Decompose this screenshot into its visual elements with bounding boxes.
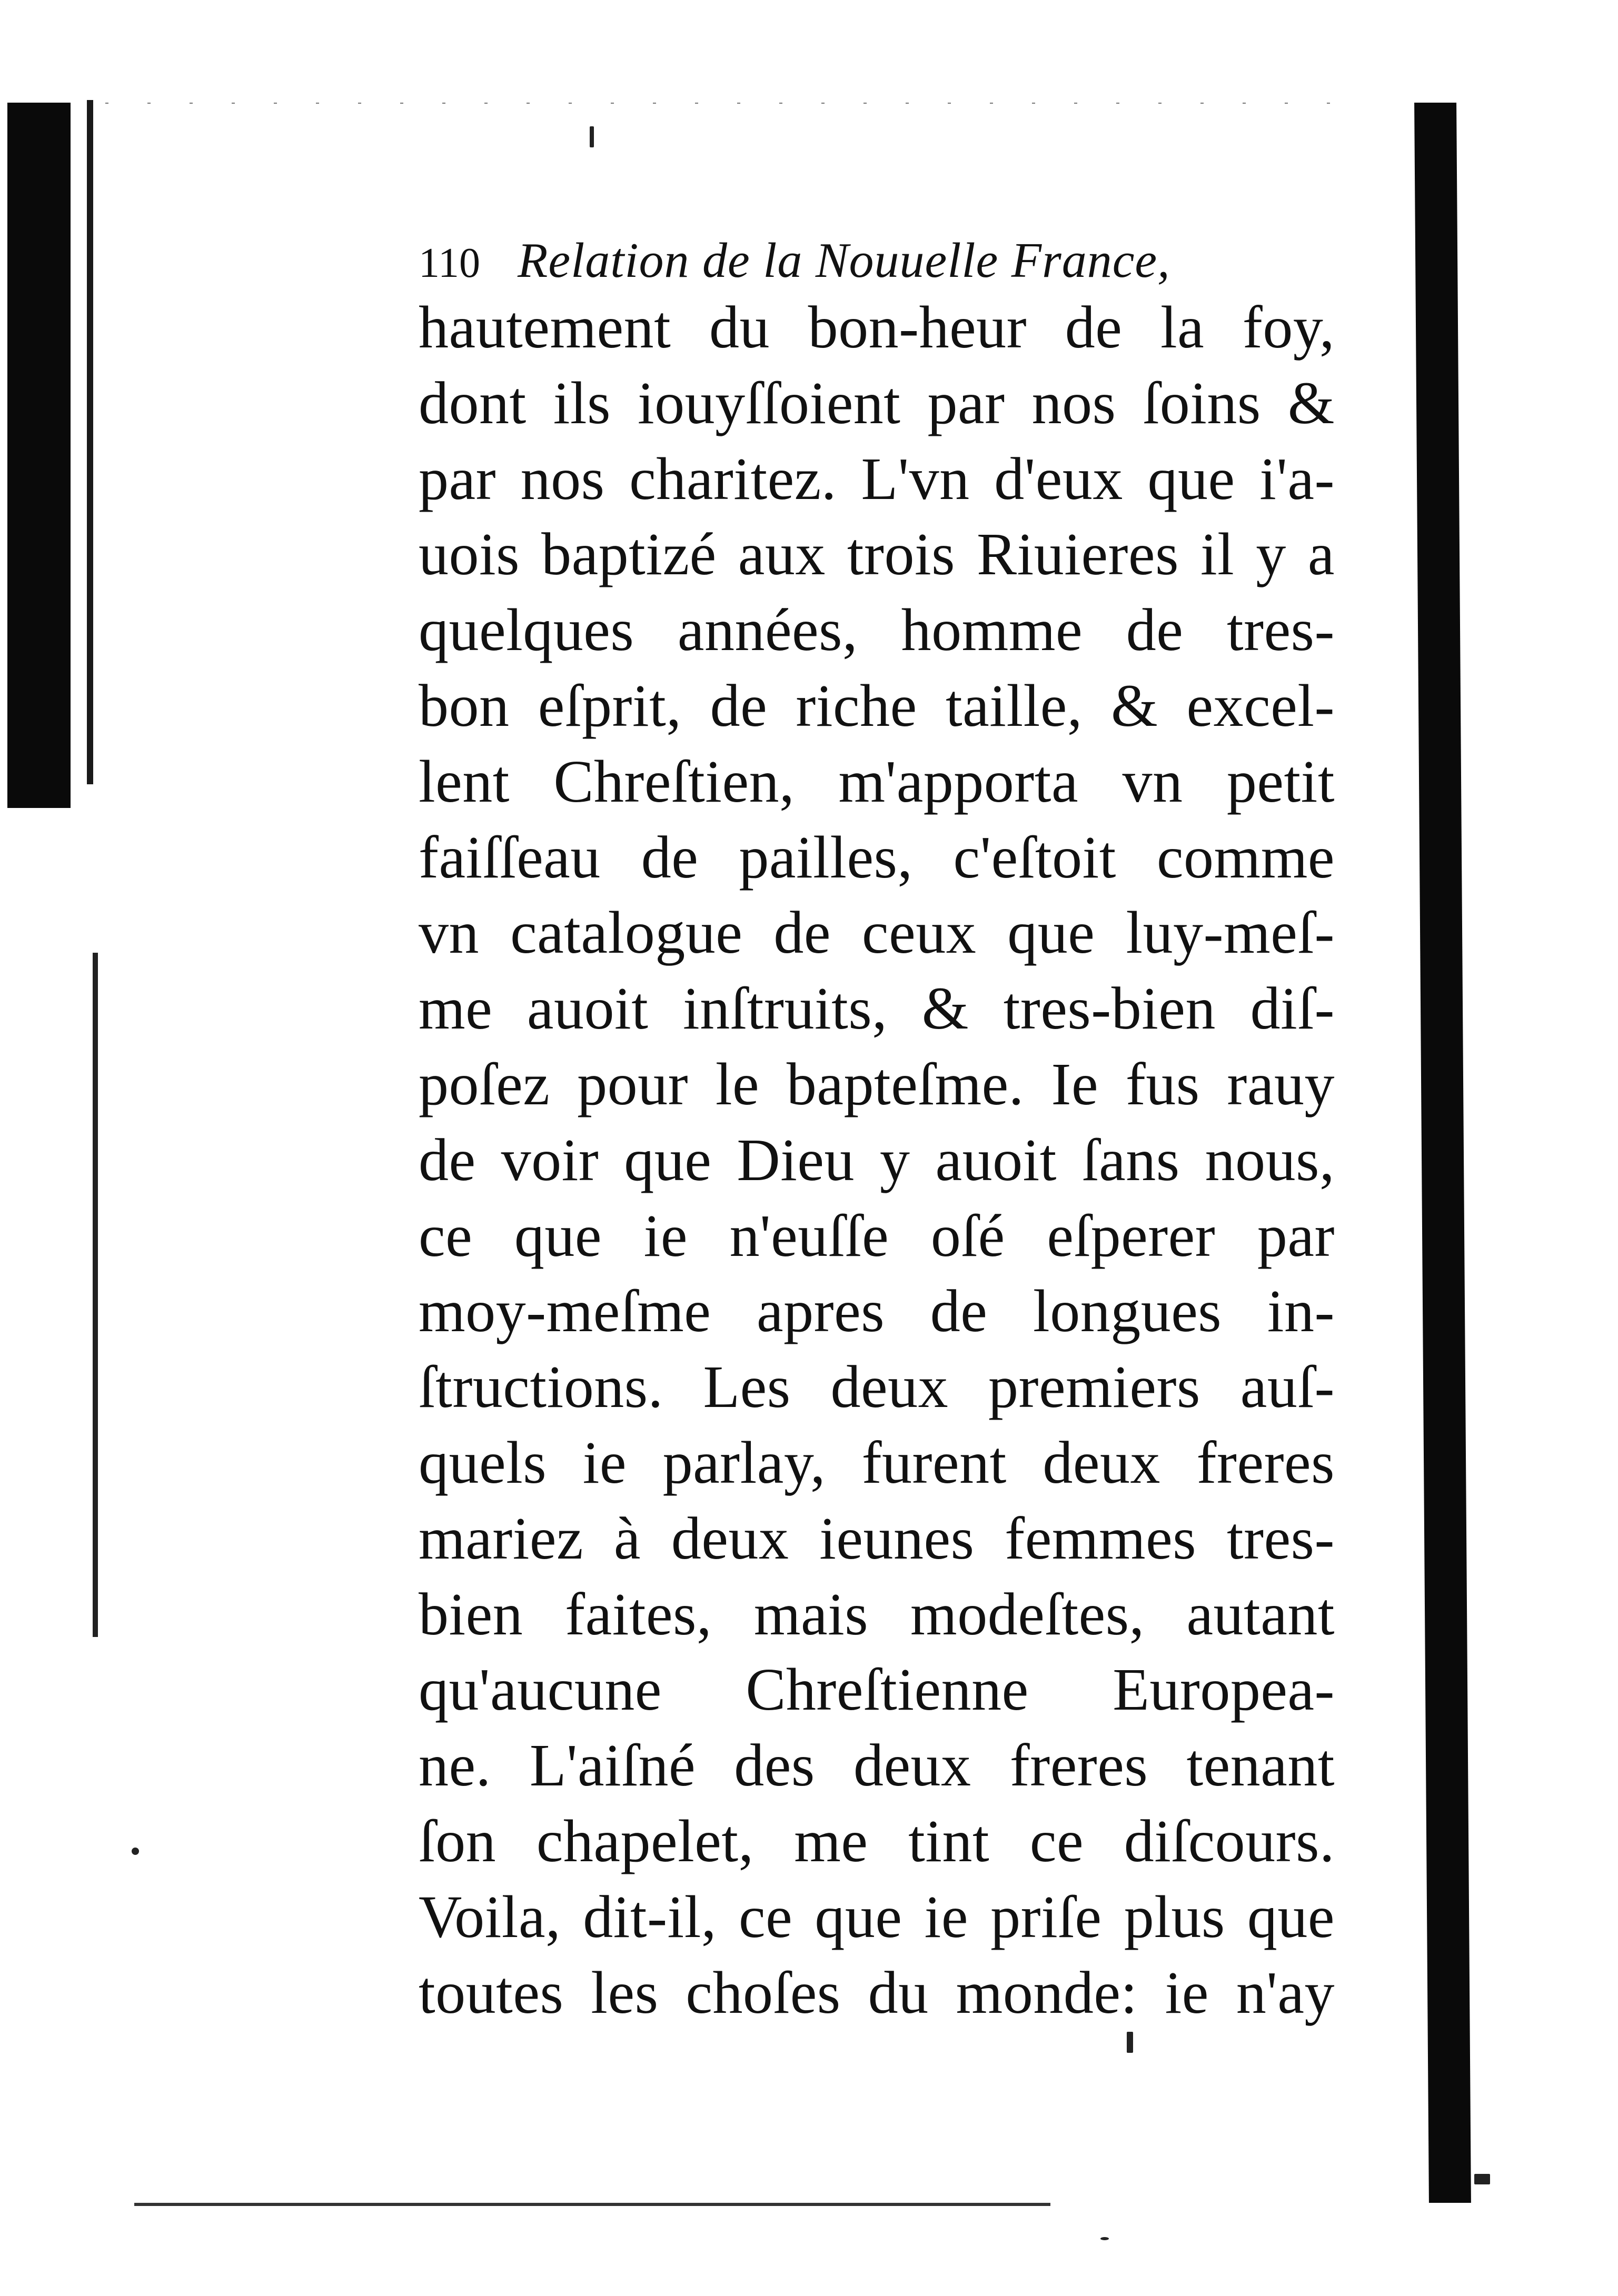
- text-line: uois baptizé aux trois Riuieres il y a: [419, 521, 1335, 588]
- speck: [1127, 2032, 1133, 2053]
- speck: [1474, 2174, 1490, 2184]
- page-header: [419, 232, 1366, 290]
- text-line: me auoit inſtruits, & tres-bien diſ-: [419, 975, 1335, 1042]
- text-line: qu'aucune Chreſtienne Europea-: [419, 1656, 1335, 1723]
- speck: [132, 1848, 139, 1855]
- text-line: ſtructions. Les deux premiers auſ-: [419, 1353, 1335, 1421]
- text-line: ne. L'aiſné des deux freres tenant: [419, 1732, 1335, 1799]
- text-line: mariez à deux ieunes femmes tres-: [419, 1504, 1335, 1572]
- speck: [590, 126, 594, 147]
- scan-edge-left-lower-line: [93, 953, 98, 1637]
- text-line: hautement du bon-heur de la foy,: [419, 294, 1335, 361]
- text-line: poſez pour le bapteſme. Ie fus rauy: [419, 1050, 1335, 1117]
- page-number: 110: [419, 240, 481, 286]
- text-line: dont ils iouyſſoient par nos ſoins &: [419, 369, 1335, 436]
- text-line: vn catalogue de ceux que luy-meſ-: [419, 899, 1335, 966]
- scan-edge-left: [7, 103, 71, 808]
- text-line: lent Chreſtien, m'apporta vn petit: [419, 747, 1335, 815]
- text-line: quelques années, homme de tres-: [419, 596, 1335, 664]
- scan-edge-left-line: [87, 100, 93, 784]
- text-line: bon eſprit, de riche taille, & excel-: [419, 672, 1335, 739]
- running-title: Relation de la Nouuelle France,: [518, 233, 1170, 288]
- text-line: moy-meſme apres de longues in-: [419, 1277, 1335, 1345]
- body-text: [419, 290, 1335, 2030]
- scan-bottom-rule: [134, 2203, 1050, 2206]
- text-line: faiſſeau de pailles, c'eſtoit comme: [419, 823, 1335, 891]
- text-line: bien faites, mais modeſtes, autant: [419, 1580, 1335, 1648]
- text-line: ſon chapelet, me tint ce diſcours.: [419, 1807, 1335, 1874]
- scan-edge-right: [1414, 103, 1471, 2203]
- speck: [1100, 2237, 1109, 2240]
- text-line: par nos charitez. L'vn d'eux que i'a-: [419, 445, 1335, 512]
- text-line: de voir que Dieu y auoit ſans nous,: [419, 1126, 1335, 1193]
- text-line: toutes les choſes du monde: ie n'ay: [419, 1959, 1335, 2026]
- text-line: Voila, dit-il, ce que ie priſe plus que: [419, 1883, 1335, 1950]
- scan-top-noise: [105, 103, 1369, 104]
- text-line: quels ie parlay, furent deux freres: [419, 1429, 1335, 1496]
- text-line: ce que ie n'euſſe oſé eſperer par: [419, 1202, 1335, 1269]
